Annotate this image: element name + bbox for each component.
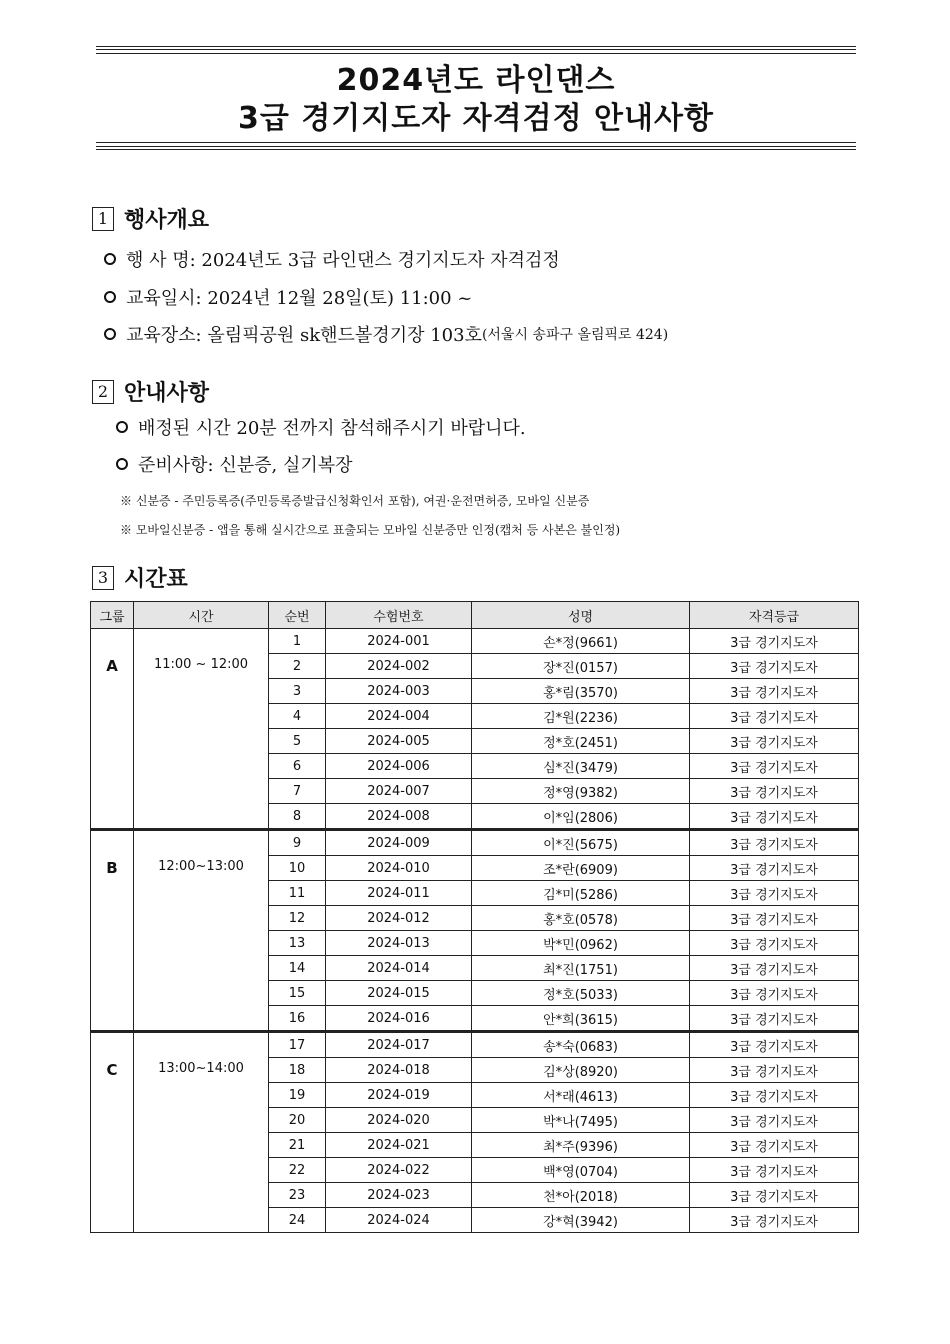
grade-cell: 3급 경기지도자 <box>690 1183 859 1208</box>
name-cell: 김*원(2236) <box>472 704 690 729</box>
grade-cell: 3급 경기지도자 <box>690 629 859 654</box>
circle-bullet-icon <box>104 328 116 340</box>
table-row <box>91 830 859 856</box>
exam-number-cell: 2024-014 <box>326 956 472 981</box>
note-mobile-id: ※ 모바일신분증 - 앱을 통해 실시간으로 표출되는 모바일 신분증만 인정(캡처 등 사본은 불인정) <box>120 523 621 537</box>
exam-number-cell: 2024-019 <box>326 1083 472 1108</box>
exam-number-cell: 2024-012 <box>326 906 472 931</box>
header-name: 성명 <box>472 602 690 629</box>
name-cell: 서*래(4613) <box>472 1083 690 1108</box>
section-2-heading <box>92 376 209 407</box>
table-header-row <box>91 602 859 629</box>
grade-cell: 3급 경기지도자 <box>690 779 859 804</box>
seq-cell: 18 <box>269 1058 326 1083</box>
title-line-1: 2024년도 라인댄스 <box>336 63 616 98</box>
group-time-cell: 12:00~13:00 <box>134 830 269 1032</box>
exam-number-cell: 2024-013 <box>326 931 472 956</box>
section-number-box: 2 <box>92 380 114 404</box>
name-cell: 강*혁(3942) <box>472 1208 690 1233</box>
name-cell: 최*진(1751) <box>472 956 690 981</box>
header-seq: 순번 <box>269 602 326 629</box>
exam-number-cell: 2024-010 <box>326 856 472 881</box>
group-time-cell: 13:00~14:00 <box>134 1032 269 1233</box>
seq-cell: 16 <box>269 1006 326 1032</box>
name-cell: 박*민(0962) <box>472 931 690 956</box>
name-cell: 안*희(3615) <box>472 1006 690 1032</box>
name-cell: 홍*호(0578) <box>472 906 690 931</box>
grade-cell: 3급 경기지도자 <box>690 906 859 931</box>
seq-cell: 5 <box>269 729 326 754</box>
section-title: 시간표 <box>124 567 188 592</box>
seq-cell: 2 <box>269 654 326 679</box>
grade-cell: 3급 경기지도자 <box>690 654 859 679</box>
event-date-line: 교육일시: 2024년 12월 28일(토) 11:00 ~ <box>104 284 472 310</box>
name-cell: 홍*림(3570) <box>472 679 690 704</box>
grade-cell: 3급 경기지도자 <box>690 704 859 729</box>
name-cell: 정*영(9382) <box>472 779 690 804</box>
seq-cell: 19 <box>269 1083 326 1108</box>
name-cell: 최*주(9396) <box>472 1133 690 1158</box>
seq-cell: 4 <box>269 704 326 729</box>
section-title: 행사개요 <box>124 208 210 233</box>
section-number-box: 3 <box>92 566 114 590</box>
name-cell: 김*미(5286) <box>472 881 690 906</box>
seq-cell: 9 <box>269 830 326 856</box>
exam-number-cell: 2024-006 <box>326 754 472 779</box>
group-name-cell: B <box>91 830 134 1032</box>
section-title: 안내사항 <box>124 381 210 406</box>
seq-cell: 23 <box>269 1183 326 1208</box>
event-name-line: 행 사 명: 2024년도 3급 라인댄스 경기지도자 자격검정 <box>104 246 560 272</box>
circle-bullet-icon <box>116 421 128 433</box>
section-3-heading <box>92 562 188 593</box>
exam-number-cell: 2024-008 <box>326 804 472 830</box>
grade-cell: 3급 경기지도자 <box>690 1208 859 1233</box>
exam-number-cell: 2024-020 <box>326 1108 472 1133</box>
document-title <box>96 46 856 150</box>
exam-number-cell: 2024-002 <box>326 654 472 679</box>
seq-cell: 13 <box>269 931 326 956</box>
header-exam-number: 수험번호 <box>326 602 472 629</box>
name-cell: 심*진(3479) <box>472 754 690 779</box>
grade-cell: 3급 경기지도자 <box>690 881 859 906</box>
name-cell: 손*정(9661) <box>472 629 690 654</box>
seq-cell: 10 <box>269 856 326 881</box>
exam-number-cell: 2024-004 <box>326 704 472 729</box>
grade-cell: 3급 경기지도자 <box>690 1006 859 1032</box>
table-row <box>91 1032 859 1058</box>
place-address: (서울시 송파구 올림픽로 424) <box>481 327 669 343</box>
seq-cell: 8 <box>269 804 326 830</box>
seq-cell: 22 <box>269 1158 326 1183</box>
name-cell: 조*란(6909) <box>472 856 690 881</box>
exam-number-cell: 2024-009 <box>326 830 472 856</box>
seq-cell: 1 <box>269 629 326 654</box>
exam-number-cell: 2024-001 <box>326 629 472 654</box>
title-line-2: 3급 경기지도자 자격검정 안내사항 <box>238 101 714 136</box>
grade-cell: 3급 경기지도자 <box>690 1083 859 1108</box>
grade-cell: 3급 경기지도자 <box>690 679 859 704</box>
seq-cell: 6 <box>269 754 326 779</box>
seq-cell: 7 <box>269 779 326 804</box>
seq-cell: 3 <box>269 679 326 704</box>
grade-cell: 3급 경기지도자 <box>690 1058 859 1083</box>
event-place-line: 교육장소: 올림픽공원 sk핸드볼경기장 103호 (서울시 송파구 올림픽로 424) <box>104 321 668 347</box>
name-cell: 박*나(7495) <box>472 1108 690 1133</box>
circle-bullet-icon <box>116 458 128 470</box>
exam-number-cell: 2024-016 <box>326 1006 472 1032</box>
grade-cell: 3급 경기지도자 <box>690 931 859 956</box>
note-id-card: ※ 신분증 - 주민등록증(주민등록증발급신청확인서 포함), 여권·운전면허증, 모바일 신분증 <box>120 494 590 508</box>
exam-number-cell: 2024-007 <box>326 779 472 804</box>
exam-number-cell: 2024-017 <box>326 1032 472 1058</box>
name-cell: 정*호(2451) <box>472 729 690 754</box>
grade-cell: 3급 경기지도자 <box>690 729 859 754</box>
section-1-heading <box>92 203 209 234</box>
seq-cell: 12 <box>269 906 326 931</box>
name-cell: 이*진(5675) <box>472 830 690 856</box>
name-cell: 송*숙(0683) <box>472 1032 690 1058</box>
circle-bullet-icon <box>104 291 116 303</box>
grade-cell: 3급 경기지도자 <box>690 1158 859 1183</box>
grade-cell: 3급 경기지도자 <box>690 956 859 981</box>
seq-cell: 14 <box>269 956 326 981</box>
seq-cell: 15 <box>269 981 326 1006</box>
seq-cell: 17 <box>269 1032 326 1058</box>
grade-cell: 3급 경기지도자 <box>690 1133 859 1158</box>
table-row <box>91 629 859 654</box>
exam-number-cell: 2024-015 <box>326 981 472 1006</box>
seq-cell: 11 <box>269 881 326 906</box>
grade-cell: 3급 경기지도자 <box>690 754 859 779</box>
name-cell: 장*진(0157) <box>472 654 690 679</box>
header-group: 그룹 <box>91 602 134 629</box>
schedule-table <box>90 601 859 1233</box>
exam-number-cell: 2024-021 <box>326 1133 472 1158</box>
seq-cell: 20 <box>269 1108 326 1133</box>
name-cell: 이*임(2806) <box>472 804 690 830</box>
exam-number-cell: 2024-023 <box>326 1183 472 1208</box>
exam-number-cell: 2024-022 <box>326 1158 472 1183</box>
group-time-cell: 11:00 ~ 12:00 <box>134 629 269 830</box>
notice-arrival: 배정된 시간 20분 전까지 참석해주시기 바랍니다. <box>116 414 526 440</box>
name-cell: 백*영(0704) <box>472 1158 690 1183</box>
seq-cell: 24 <box>269 1208 326 1233</box>
header-grade: 자격등급 <box>690 602 859 629</box>
name-cell: 천*아(2018) <box>472 1183 690 1208</box>
grade-cell: 3급 경기지도자 <box>690 981 859 1006</box>
exam-number-cell: 2024-005 <box>326 729 472 754</box>
section-number-box: 1 <box>92 207 114 231</box>
circle-bullet-icon <box>104 253 116 265</box>
seq-cell: 21 <box>269 1133 326 1158</box>
name-cell: 정*호(5033) <box>472 981 690 1006</box>
exam-number-cell: 2024-024 <box>326 1208 472 1233</box>
name-cell: 김*상(8920) <box>472 1058 690 1083</box>
notice-preparation: 준비사항: 신분증, 실기복장 <box>116 451 353 477</box>
grade-cell: 3급 경기지도자 <box>690 804 859 830</box>
grade-cell: 3급 경기지도자 <box>690 1032 859 1058</box>
group-name-cell: C <box>91 1032 134 1233</box>
exam-number-cell: 2024-011 <box>326 881 472 906</box>
grade-cell: 3급 경기지도자 <box>690 856 859 881</box>
exam-number-cell: 2024-018 <box>326 1058 472 1083</box>
exam-number-cell: 2024-003 <box>326 679 472 704</box>
header-time: 시간 <box>134 602 269 629</box>
grade-cell: 3급 경기지도자 <box>690 1108 859 1133</box>
grade-cell: 3급 경기지도자 <box>690 830 859 856</box>
group-name-cell: A <box>91 629 134 830</box>
